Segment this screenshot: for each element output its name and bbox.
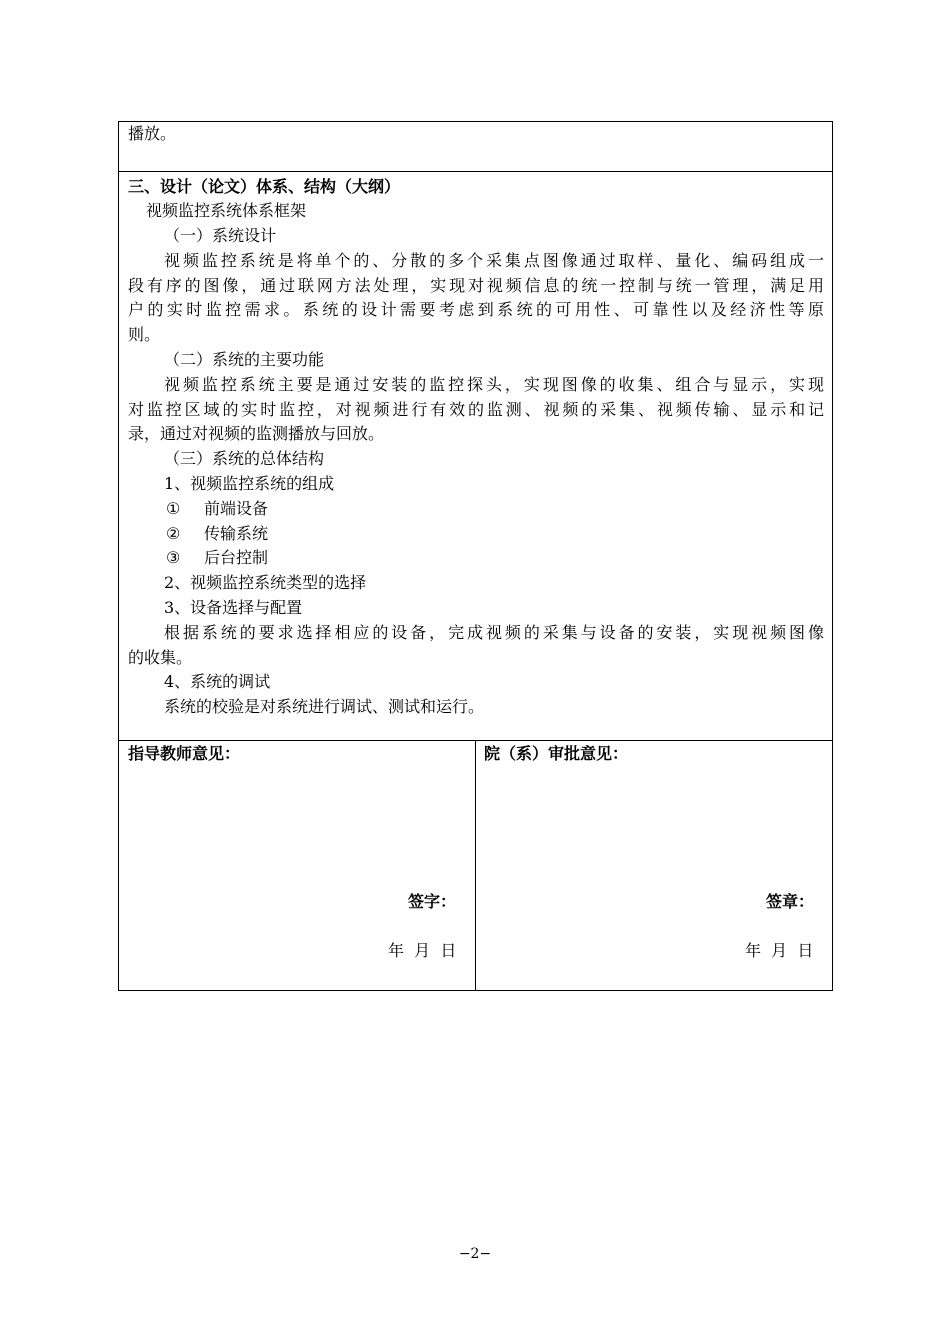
component-backend: 后台控制 <box>204 548 269 567</box>
section-heading: 三、设计（论文）体系、结构（大纲） <box>128 177 401 196</box>
item-4: 4、系统的调试 <box>164 672 271 691</box>
department-title: 院（系）审批意见： <box>484 744 629 763</box>
department-date-label: 年 月 日 <box>745 941 814 960</box>
circled-number-2: ② <box>166 524 181 543</box>
p3-line-1: 根据系统的要求选择相应的设备，完成视频的采集与设备的安装，实现视频图像 <box>164 623 824 642</box>
component-transmission: 传输系统 <box>204 524 269 543</box>
item-3: 3、设备选择与配置 <box>164 598 303 617</box>
circled-number-1: ① <box>166 499 181 518</box>
page-number: −2− <box>458 1246 492 1262</box>
department-seal-label: 签章： <box>766 892 815 911</box>
p2-line-1: 视频监控系统主要是通过安装的监控探头，实现图像的收集、组合与显示，实现 <box>164 375 824 394</box>
item-2: 2、视频监控系统类型的选择 <box>164 573 367 592</box>
subsection-1-title: （一）系统设计 <box>164 226 277 245</box>
p2-line-2: 对监控区域的实时监控，对视频进行有效的监测、视频的采集、视频传输、显示和记 <box>128 400 824 419</box>
advisor-signature-label: 签字： <box>408 892 457 911</box>
item-1: 1、视频监控系统的组成 <box>164 474 335 493</box>
circled-number-3: ③ <box>166 548 181 567</box>
subsection-3-title: （三）系统的总体结构 <box>164 449 325 468</box>
p4-text: 系统的校验是对系统进行调试、测试和运行。 <box>164 697 485 716</box>
previous-text: 播放。 <box>128 124 177 143</box>
advisor-date-label: 年 月 日 <box>388 941 457 960</box>
advisor-title: 指导教师意见： <box>128 744 241 763</box>
p1-line-3: 户的实时监控需求。系统的设计需要考虑到系统的可用性、可靠性以及经济性等原 <box>128 300 824 319</box>
subsection-2-title: （二）系统的主要功能 <box>164 350 325 369</box>
framework-title: 视频监控系统体系框架 <box>146 201 307 220</box>
p1-line-4: 则。 <box>128 325 161 344</box>
p1-line-1: 视频监控系统是将单个的、分散的多个采集点图像通过取样、量化、编码组成一 <box>164 251 824 270</box>
p2-line-3: 录，通过对视频的监测播放与回放。 <box>128 424 385 443</box>
p3-line-2: 的收集。 <box>128 648 193 667</box>
p1-line-2: 段有序的图像，通过联网方法处理，实现对视频信息的统一控制与统一管理，满足用 <box>128 276 824 295</box>
previous-section-cell <box>118 121 833 172</box>
component-front-end: 前端设备 <box>204 499 269 518</box>
